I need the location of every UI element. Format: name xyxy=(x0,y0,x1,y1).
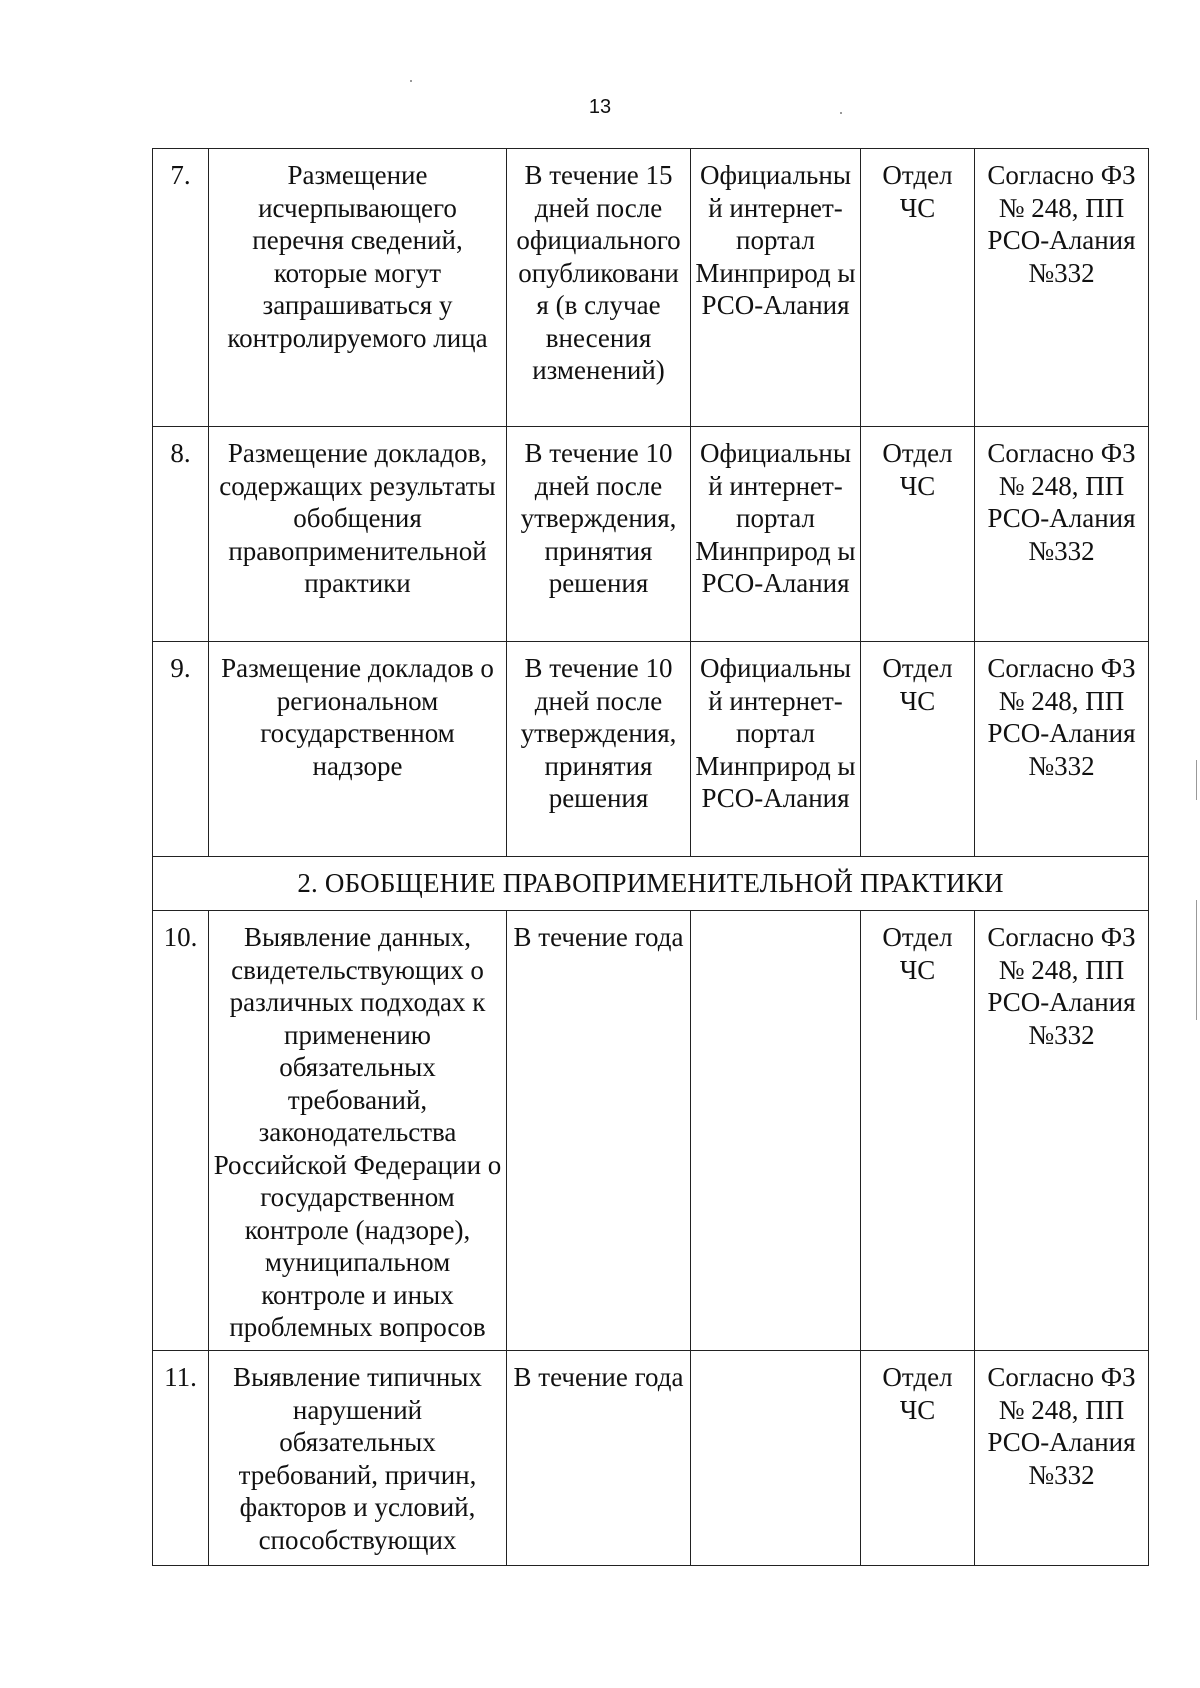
basis-cell: Согласно ФЗ № 248, ПП РСО-Алания №332 xyxy=(975,911,1149,1351)
responsible-cell: Отдел ЧС xyxy=(861,911,975,1351)
basis-cell: Согласно ФЗ № 248, ПП РСО-Алания №332 xyxy=(975,149,1149,427)
scan-speck xyxy=(840,112,842,114)
table-row xyxy=(153,1351,1149,1566)
responsible-cell: Отдел ЧС xyxy=(861,427,975,642)
page-number: 13 xyxy=(588,96,612,118)
row-number: 10. xyxy=(153,911,209,1351)
source-cell xyxy=(691,1351,861,1566)
row-number: 8. xyxy=(153,427,209,642)
event-cell: Размещение докладов, содержащих результаты обобщения правоприменительной практики xyxy=(209,427,507,642)
term-cell: В течение 10 дней после утверждения, принятия решения xyxy=(507,427,691,642)
basis-cell: Согласно ФЗ № 248, ПП РСО-Алания №332 xyxy=(975,1351,1149,1566)
scan-speck xyxy=(410,80,412,82)
table-row xyxy=(153,427,1149,642)
section-row xyxy=(153,857,1149,911)
table-row xyxy=(153,911,1149,1351)
event-cell: Выявление типичных нарушений обязательных требований, причин, факторов и условий, способствующих xyxy=(209,1351,507,1566)
event-cell: Размещение исчерпывающего перечня сведений, которые могут запрашиваться у контролируемого лица xyxy=(209,149,507,427)
source-cell xyxy=(691,911,861,1351)
row-number: 9. xyxy=(153,642,209,857)
scan-speck xyxy=(1196,760,1197,800)
scan-speck xyxy=(1196,900,1197,1020)
source-cell: Официальны й интернет-портал Минприрод ы РСО-Алания xyxy=(691,149,861,427)
term-cell: В течение 10 дней после утверждения, принятия решения xyxy=(507,642,691,857)
responsible-cell: Отдел ЧС xyxy=(861,149,975,427)
table-row xyxy=(153,149,1149,427)
section-heading: 2. ОБОБЩЕНИЕ ПРАВОПРИМЕНИТЕЛЬНОЙ ПРАКТИКИ xyxy=(153,857,1149,911)
row-number: 11. xyxy=(153,1351,209,1566)
table-row xyxy=(153,642,1149,857)
source-cell: Официальны й интернет-портал Минприрод ы РСО-Алания xyxy=(691,642,861,857)
basis-cell: Согласно ФЗ № 248, ПП РСО-Алания №332 xyxy=(975,642,1149,857)
term-cell: В течение года xyxy=(507,911,691,1351)
source-cell: Официальны й интернет-портал Минприрод ы РСО-Алания xyxy=(691,427,861,642)
responsible-cell: Отдел ЧС xyxy=(861,642,975,857)
event-cell: Размещение докладов о региональном государственном надзоре xyxy=(209,642,507,857)
basis-cell: Согласно ФЗ № 248, ПП РСО-Алания №332 xyxy=(975,427,1149,642)
row-number: 7. xyxy=(153,149,209,427)
event-cell: Выявление данных, свидетельствующих о различных подходах к применению обязательных требований, законодательства Российской Федерации о государственном контроле (надзоре), муниципальном контроле и иных проблемных вопросов xyxy=(209,911,507,1351)
responsible-cell: Отдел ЧС xyxy=(861,1351,975,1566)
prevention-plan-table xyxy=(152,148,1149,1566)
term-cell: В течение 15 дней после официального опубликовани я (в случае внесения изменений) xyxy=(507,149,691,427)
term-cell: В течение года xyxy=(507,1351,691,1566)
